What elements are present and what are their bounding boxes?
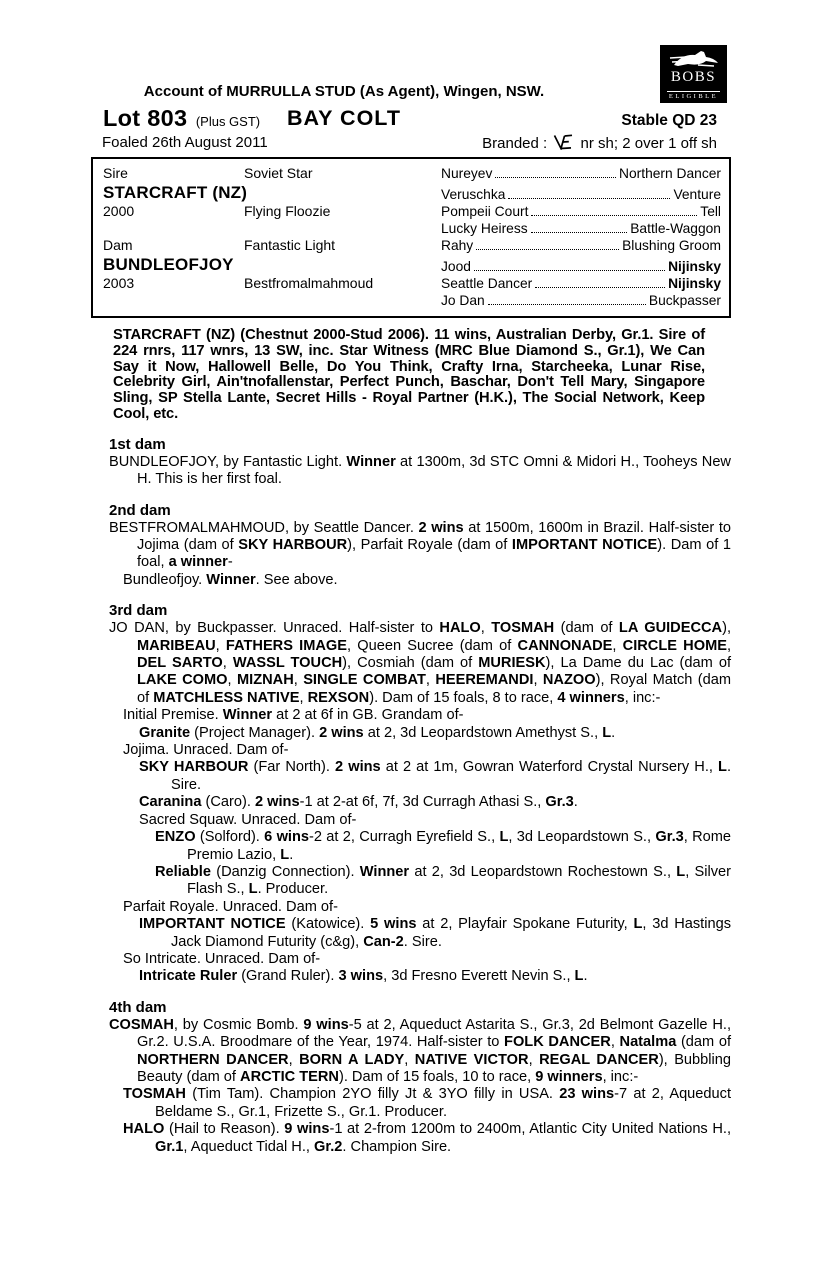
dam-name: BUNDLEOFJOY [103,255,234,274]
gen3-sire: Nijinsky [668,276,721,291]
gen3-sire: Nijinsky [668,259,721,274]
brand-mark-icon [553,134,574,150]
dam-heading: 3rd dam [109,602,168,620]
dam-heading: 2nd dam [109,501,171,519]
pedigree-entry: Caranina (Caro). 2 wins-1 at 2-at 6f, 7f, 3d Curragh Athasi S., Gr.3. [139,794,578,811]
leader-dots [488,304,646,305]
pedigree-gen3-row [441,238,721,254]
pedigree-entry: BESTFROMALMAHMOUD, by Seattle Dancer. 2 wins at 1500m, 1600m in Brazil. Half-sister to Jojima (dam of SKY HARBOUR), Parfait Royale (dam of IMPORTANT NOTICE). Dam of 1 foal, a winner- [109,519,732,571]
pedigree-entry: Parfait Royale. Unraced. Dam of- [123,898,338,915]
sire-summary: STARCRAFT (NZ) (Chestnut 2000-Stud 2006). 11 wins, Australian Derby, Gr.1. Sire of 224 rnrs, 117 wnrs, 13 SW, inc. Star Witness (MRC Blue Diamond S., Gr.1), We Can Say it Now, Hallowell Belle, Do You Think, Crafty Irna, Starcheeka, Lunar Rise, Celebrity Girl, Ain'tnofallenstar, Perfect Punch, Baschar, Don't Tell Mary, Singapore Sling, SP Stella Lante, Secret Hills - Royal Partner (H.K.), The Social Network, Keep Cool, etc. [113,327,705,422]
pedigree-entry: SKY HARBOUR (Far North). 2 wins at 2 at 1m, Gowran Waterford Crystal Nursery H., L. Sire. [139,759,731,793]
horse-icon [668,49,720,69]
dam-section [91,999,731,1156]
gen3-name: Pompeii Court [441,204,529,219]
lot-number: Lot 803 [103,105,188,131]
gen3-sire: Buckpasser [648,293,721,308]
gen2-dam-of-dam: Bestfromalmahmoud [244,275,374,291]
pedigree-entry: BUNDLEOFJOY, by Fantastic Light. Winner at 1300m, 3d STC Omni & Midori H., Tooheys New H. This is her first foal. [109,453,731,488]
pedigree-grid [103,165,721,309]
dam-section [91,436,731,489]
pedigree-gen3-row [441,166,721,182]
pedigree-entry: COSMAH, by Cosmic Bomb. 9 wins-5 at 2, Aqueduct Astarita S., Gr.3, 2d Belmont Gazelle H., Gr.2. U.S.A. Broodmare of the Year, 1974. Half-sister to FOLK DANCER, Natalma (dam of NORTHERN DANCER, BORN A LADY, NATIVE VICTOR, REGAL DANCER), Bubbling Beauty (dam of ARCTIC TERN). Dam of 15 foals, 10 to race, 9 winners, inc:- [109,1016,732,1085]
dam-sections [91,436,731,1156]
pedigree-gen3-row [441,221,721,237]
gen3-name: Nureyev [441,166,493,181]
pedigree-gen3-row [441,293,721,309]
pedigree-entry: Sacred Squaw. Unraced. Dam of- [139,811,357,828]
gen3-name: Jood [441,259,471,274]
leader-dots [535,287,665,288]
branded-suffix: nr sh; 2 over 1 off sh [580,135,717,152]
pedigree-entry: Jojima. Unraced. Dam of- [123,742,289,759]
pedigree-entry: HALO (Hail to Reason). 9 wins-1 at 2-from 1200m to 2400m, Atlantic City United Nations H., Gr.1, Aqueduct Tidal H., Gr.2. Champion Sire. [123,1121,732,1155]
gen3-sire: Northern Dancer [619,166,721,181]
sire-name: STARCRAFT (NZ) [103,183,248,202]
lot-gst-note: (Plus GST) [195,114,261,129]
gen3-name: Veruschka [441,187,506,202]
pedigree-entry: Reliable (Danzig Connection). Winner at 2, 3d Leopardstown Rochestown S., L, Silver Flash S., L. Producer. [155,863,731,898]
sire-role-label: Sire [103,165,128,181]
gen3-name: Seattle Dancer [441,276,533,291]
branded-prefix: Branded : [482,135,548,152]
dam-year: 2003 [103,275,135,291]
pedigree-table [91,157,731,318]
pedigree-entry: IMPORTANT NOTICE (Katowice). 5 wins at 2, Playfair Spokane Futurity, L, 3d Hastings Jack Diamond Futurity (c&g), Can-2. Sire. [139,916,731,950]
lot-row [91,104,731,132]
leader-dots [495,177,616,178]
pedigree-entry: TOSMAH (Tim Tam). Champion 2YO filly Jt & 3YO filly in USA. 23 wins-7 at 2, Aqueduct Beldame S., Gr.1, Frizette S., Gr.1. Producer. [123,1086,732,1120]
leader-dots [508,198,670,199]
pedigree-gen3-row [441,204,721,220]
bobs-eligible-logo [660,45,727,103]
pedigree-entry: Bundleofjoy. Winner. See above. [123,571,338,588]
pedigree-entry: Intricate Ruler (Grand Ruler). 3 wins, 3d Fresno Everett Nevin S., L. [139,968,588,985]
logo-text-eligible: ELIGIBLE [668,93,719,100]
stable-number: Stable QD 23 [621,112,717,129]
leader-dots [531,232,628,233]
gen2-dam-of-sire: Flying Floozie [244,203,331,219]
foal-row [91,134,731,153]
pedigree-gen3-row [441,276,721,292]
leader-dots [531,215,697,216]
foaled-date: Foaled 26th August 2011 [102,134,268,151]
gen3-sire: Battle-Waggon [630,221,721,236]
dam-section [91,502,731,590]
branded-line [482,134,717,152]
dam-heading: 4th dam [109,998,167,1016]
pedigree-entry: JO DAN, by Buckpasser. Unraced. Half-sister to HALO, TOSMAH (dam of LA GUIDECCA), MARIBEAU, FATHERS IMAGE, Queen Sucree (dam of CANNONADE, CIRCLE HOME, DEL SARTO, WASSL TOUCH), Cosmiah (dam of MURIESK), La Dame du Lac (dam of LAKE COMO, MIZNAH, SINGLE COMBAT, HEEREMANDI, NAZOO), Royal Match (dam of MATCHLESS NATIVE, REXSON). Dam of 15 foals, 8 to race, 4 winners, inc:- [109,620,732,706]
leader-dots [476,249,619,250]
dam-heading: 1st dam [109,435,166,453]
gen3-name: Lucky Heiress [441,221,528,236]
logo-text-bobs: BOBS [670,69,717,85]
gen3-sire: Venture [673,187,721,202]
pedigree-gen3-row [441,259,721,275]
dam-role-label: Dam [103,237,133,253]
gen3-name: Jo Dan [441,293,485,308]
pedigree-entry: ENZO (Solford). 6 wins-2 at 2, Curragh Eyrefield S., L, 3d Leopardstown S., Gr.3, Rome Premio Lazio, L. [155,829,732,863]
gen3-sire: Blushing Groom [622,238,721,253]
leader-dots [474,270,665,271]
pedigree-entry: Granite (Project Manager). 2 wins at 2, 3d Leopardstown Amethyst S., L. [139,724,616,741]
page-title: BAY COLT [287,106,401,130]
sire-year: 2000 [103,203,135,219]
gen2-sire-of-dam: Fantastic Light [244,237,336,253]
gen3-sire: Tell [700,204,721,219]
pedigree-entry: Initial Premise. Winner at 2 at 6f in GB. Grandam of- [123,707,464,724]
gen2-sire-of-sire: Soviet Star [244,165,313,181]
gen3-name: Rahy [441,238,474,253]
pedigree-entry: So Intricate. Unraced. Dam of- [123,950,321,967]
account-line: Account of MURRULLA STUD (As Agent), Wingen, NSW. [143,83,545,100]
dam-section [91,602,731,986]
pedigree-gen3-row [441,187,721,203]
